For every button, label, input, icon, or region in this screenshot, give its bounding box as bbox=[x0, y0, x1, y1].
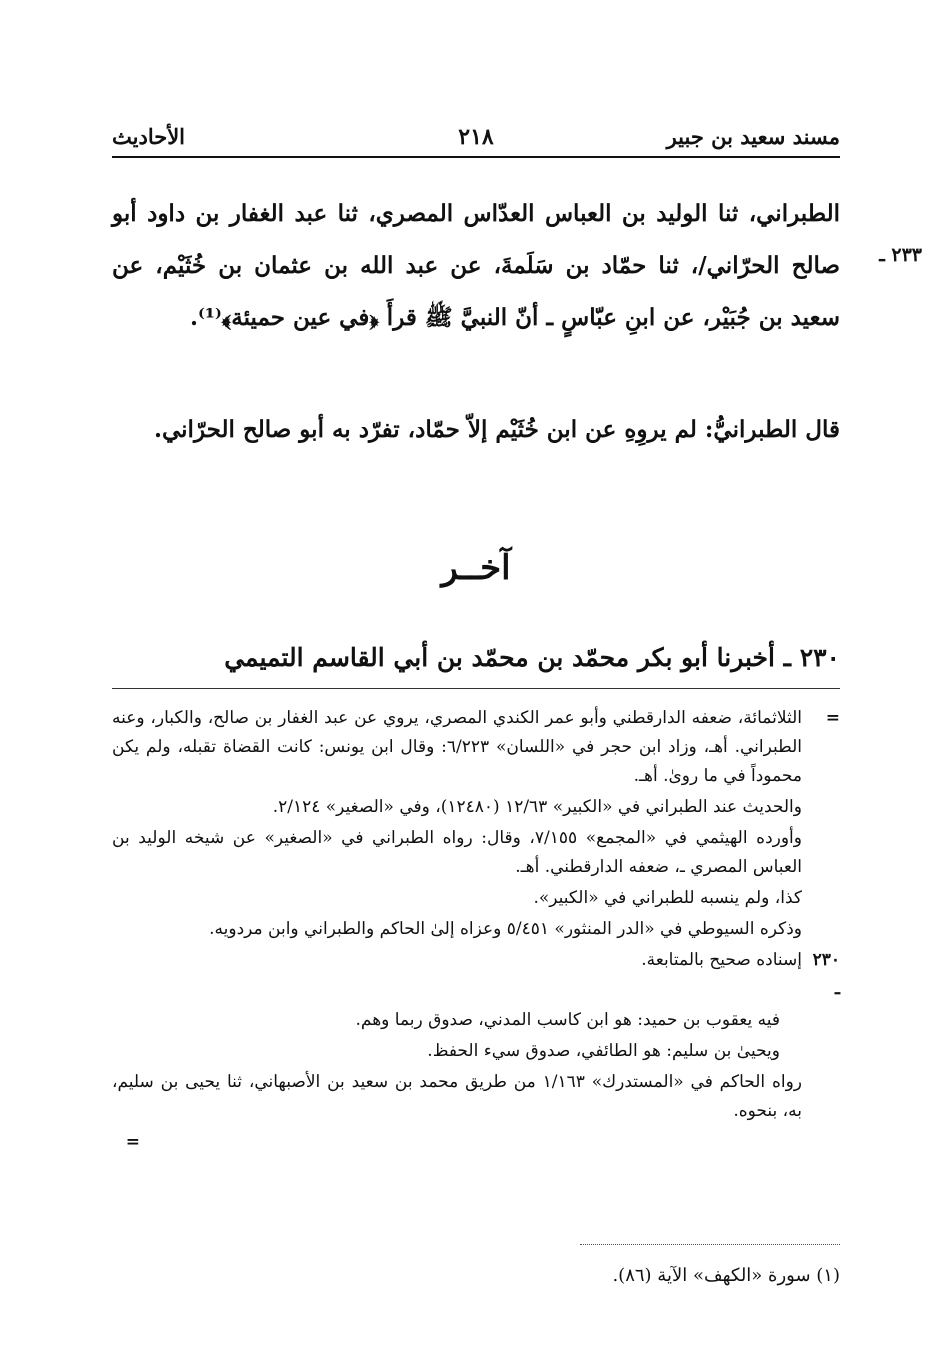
section-title: آخــر bbox=[441, 548, 511, 588]
note-line: فيه يعقوب بن حميد: هو ابن كاسب المدني، صدوق ربما وهم. bbox=[355, 1010, 780, 1030]
note-line: والحديث عند الطبراني في «الكبير» ١٢/٦٣ (١٢٤٨٠)، وفي «الصغير» ٢/١٢٤. bbox=[272, 797, 802, 817]
section-header: الأحاديث bbox=[112, 124, 186, 149]
continuation-mark: = bbox=[825, 708, 840, 728]
note-text: إسناده صحيح بالمتابعة. bbox=[641, 950, 802, 970]
book-title: مسند سعيد بن جبير bbox=[666, 124, 840, 149]
notes-rule bbox=[112, 688, 840, 689]
note-line: وذكره السيوطي في «الدر المنثور» ٥/٤٥١ وعزاه إلىٰ الحاكم والطبراني وابن مردويه. bbox=[209, 919, 802, 939]
note-line: كذا، ولم ينسبه للطبراني في «الكبير». bbox=[533, 888, 802, 908]
header-rule bbox=[112, 156, 840, 158]
note-text: الثلاثمائة، ضعفه الدارقطني وأبو عمر الكندي المصري، يروي عن عبد الغفار بن صالح، والكبار، وعنه الطبراني. أهـ، وزاد ابن حجر في «اللسان» ٦/٢٢٣: وقال ابن يونس: كانت القضاة تقبله، ولم يكن محموداً في ما روىٰ. أهـ. bbox=[112, 708, 802, 786]
footnote: (١) سورة «الكهف» الآية (٨٦). bbox=[612, 1265, 840, 1286]
hadith-text-paragraph: الطبراني، ثنا الوليد بن العباس العدّاس المصري، ثنا عبد الغفار بن داود أبو صالح الحرّاني/، ثنا حمّاد بن سَلَمةَ، عن عبد الله بن عثمان بن خُثَيْم، عن سعيد بن جُبَيْر، عن ابنِ عبّاسٍ ـ أنّ النبيَّ ﷺ قرأَ ﴿في عين حميئة﴾⁽¹⁾. bbox=[112, 200, 840, 331]
note-230 bbox=[112, 946, 840, 1004]
note-line: رواه الحاكم في «المستدرك» ١/١٦٣ من طريق محمد بن سعيد بن الأصبهاني، ثنا يحيى بن سليم، به، بنحوه. bbox=[112, 1072, 803, 1121]
note-line: ويحيىٰ بن سليم: هو الطائفي، صدوق سيء الحفظ. bbox=[427, 1041, 780, 1061]
note-230-number: ٢٣٠ ـ bbox=[812, 950, 840, 999]
hadith-230-line: ٢٣٠ ـ أخبرنا أبو بكر محمّد بن محمّد بن أبي القاسم التميمي bbox=[224, 643, 840, 672]
margin-hadith-number: ٢٣٣ ـ bbox=[879, 244, 922, 266]
note-line: وأورده الهيثمي في «المجمع» ٧/١٥٥، وقال: رواه الطبراني في «الصغير» عن شيخه الوليد بن العباس المصري ـ، ضعفه الدارقطني. أهـ. bbox=[112, 828, 802, 877]
notes-block bbox=[112, 704, 840, 1159]
tabarani-comment-paragraph: قال الطبرانيُّ: لم يروِهِ عن ابن خُثَيْم إلاّ حمّاد، تفرّد به أبو صالح الحرّاني. bbox=[153, 416, 840, 443]
note-continuation bbox=[112, 704, 840, 791]
continuation-mark-end: = bbox=[125, 1132, 140, 1152]
running-head bbox=[112, 118, 840, 154]
page-number: ٢١٨ bbox=[458, 124, 494, 150]
footnote-rule bbox=[580, 1244, 840, 1245]
